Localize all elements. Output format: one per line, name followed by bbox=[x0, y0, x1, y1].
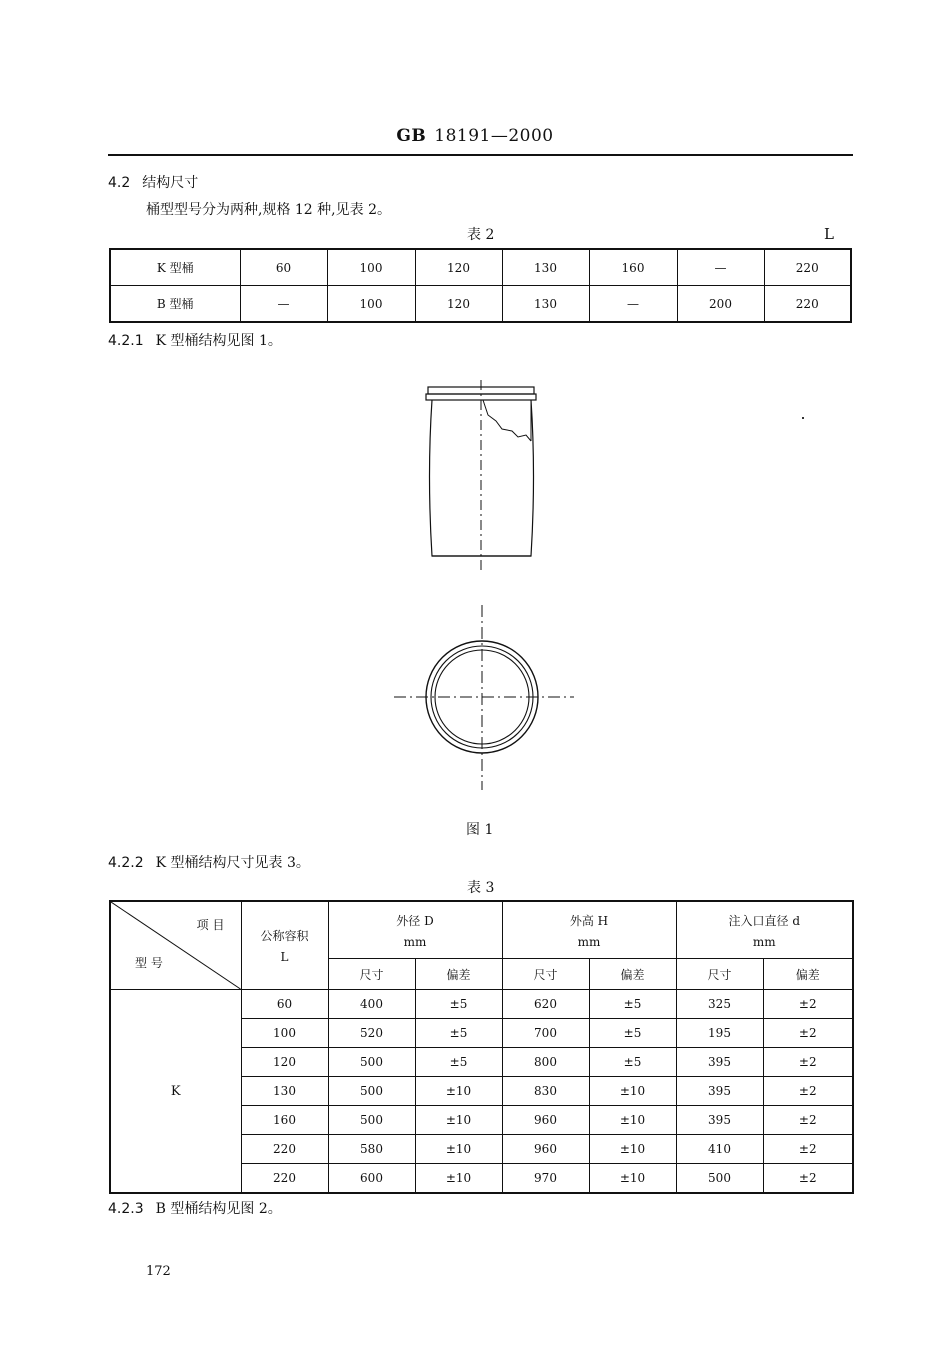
capacity-label: 公称容积 bbox=[260, 929, 309, 943]
section-number: 4.2.3 bbox=[108, 1201, 144, 1217]
table-cell: ±2 bbox=[763, 1164, 853, 1194]
table-cell: ±5 bbox=[589, 1048, 676, 1077]
group-header-inlet-diameter bbox=[676, 901, 853, 959]
table-cell: 520 bbox=[328, 1019, 415, 1048]
table-cell: ±5 bbox=[589, 990, 676, 1019]
table-cell: ±5 bbox=[415, 990, 502, 1019]
capacity-header bbox=[241, 901, 328, 990]
table-cell: 395 bbox=[676, 1106, 763, 1135]
corner-top-label: 项 目 bbox=[196, 918, 225, 932]
table-cell: — bbox=[589, 286, 677, 323]
table-cell: ±2 bbox=[763, 1019, 853, 1048]
table-cell: ±10 bbox=[589, 1106, 676, 1135]
table-cell: 800 bbox=[502, 1048, 589, 1077]
table-cell: 130 bbox=[241, 1077, 328, 1106]
table-cell: 100 bbox=[327, 286, 415, 323]
table-cell: 195 bbox=[676, 1019, 763, 1048]
standard-code: GB bbox=[396, 126, 427, 146]
table-cell: 100 bbox=[241, 1019, 328, 1048]
table-cell: ±10 bbox=[415, 1106, 502, 1135]
table-cell: ±5 bbox=[415, 1019, 502, 1048]
table-cell: ±5 bbox=[415, 1048, 502, 1077]
scan-speck bbox=[802, 417, 804, 419]
header-row-1 bbox=[110, 901, 853, 959]
table-cell: ±10 bbox=[589, 1135, 676, 1164]
table-cell: ±2 bbox=[763, 1048, 853, 1077]
group-header-outer-height bbox=[502, 901, 676, 959]
table-cell: ±2 bbox=[763, 1135, 853, 1164]
table-cell: 395 bbox=[676, 1048, 763, 1077]
subheader-tolerance: 偏差 bbox=[763, 959, 853, 990]
table-cell: 960 bbox=[502, 1135, 589, 1164]
table-cell: 130 bbox=[502, 249, 589, 286]
table-cell: 500 bbox=[328, 1077, 415, 1106]
table-cell: ±10 bbox=[415, 1164, 502, 1194]
section-number: 4.2 bbox=[108, 175, 131, 191]
table-cell: 580 bbox=[328, 1135, 415, 1164]
table-cell: 120 bbox=[415, 249, 502, 286]
table-cell: ±10 bbox=[589, 1077, 676, 1106]
table-cell: 600 bbox=[328, 1164, 415, 1194]
table-cell: — bbox=[240, 286, 327, 323]
table-cell: 130 bbox=[502, 286, 589, 323]
section-text: B 型桶结构见图 2。 bbox=[155, 1201, 282, 1217]
table-cell: 160 bbox=[241, 1106, 328, 1135]
section-4-2-heading bbox=[108, 172, 198, 192]
section-4-2-2 bbox=[108, 852, 310, 872]
table-cell: 700 bbox=[502, 1019, 589, 1048]
section-4-2-3 bbox=[108, 1198, 282, 1218]
table-cell: 395 bbox=[676, 1077, 763, 1106]
table-cell: 60 bbox=[241, 990, 328, 1019]
table-cell: 120 bbox=[241, 1048, 328, 1077]
type-cell: K bbox=[110, 990, 241, 1194]
corner-bottom-label: 型 号 bbox=[135, 956, 163, 970]
table-row bbox=[110, 249, 851, 286]
table-cell: ±10 bbox=[415, 1077, 502, 1106]
table-cell: 60 bbox=[240, 249, 327, 286]
section-title: 结构尺寸 bbox=[142, 175, 199, 191]
subheader-tolerance: 偏差 bbox=[589, 959, 676, 990]
section-4-2-1 bbox=[108, 330, 282, 350]
row-label: K 型桶 bbox=[110, 249, 240, 286]
group-unit: mm bbox=[752, 934, 776, 949]
table-cell: 500 bbox=[328, 1106, 415, 1135]
group-name: 外径 D bbox=[396, 913, 434, 928]
group-unit: mm bbox=[403, 934, 427, 949]
section-4-2-body: 桶型型号分为两种,规格 12 种,见表 2。 bbox=[146, 202, 391, 218]
table-cell: 500 bbox=[328, 1048, 415, 1077]
group-unit: mm bbox=[577, 934, 601, 949]
table-row bbox=[110, 990, 853, 1019]
subheader-tolerance: 偏差 bbox=[415, 959, 502, 990]
figure1-side-view bbox=[380, 375, 580, 575]
row-label: B 型桶 bbox=[110, 286, 240, 323]
table-cell: ±2 bbox=[763, 1077, 853, 1106]
table-row bbox=[110, 286, 851, 323]
table-cell: 220 bbox=[241, 1135, 328, 1164]
table-cell: 160 bbox=[589, 249, 677, 286]
table-cell: 220 bbox=[764, 249, 851, 286]
section-number: 4.2.1 bbox=[108, 333, 144, 349]
table-cell: 960 bbox=[502, 1106, 589, 1135]
table-cell: ±2 bbox=[763, 990, 853, 1019]
page-number: 172 bbox=[146, 1264, 171, 1279]
table-cell: 120 bbox=[415, 286, 502, 323]
section-text: K 型桶结构尺寸见表 3。 bbox=[155, 855, 310, 871]
group-name: 注入口直径 d bbox=[728, 913, 800, 928]
standard-number: 18191—2000 bbox=[434, 126, 554, 146]
subheader-size: 尺寸 bbox=[676, 959, 763, 990]
table-cell: ±2 bbox=[763, 1106, 853, 1135]
table-cell: ±5 bbox=[589, 1019, 676, 1048]
table3-caption: 表 3 bbox=[467, 880, 495, 896]
table-cell: 830 bbox=[502, 1077, 589, 1106]
header-rule bbox=[108, 154, 853, 156]
section-text: K 型桶结构见图 1。 bbox=[155, 333, 282, 349]
table-cell: — bbox=[677, 249, 764, 286]
figure1-caption: 图 1 bbox=[466, 822, 494, 838]
table-cell: 100 bbox=[327, 249, 415, 286]
table-cell: 970 bbox=[502, 1164, 589, 1194]
cutaway-line bbox=[483, 400, 531, 441]
subheader-size: 尺寸 bbox=[502, 959, 589, 990]
capacity-unit: L bbox=[280, 950, 289, 964]
table2 bbox=[109, 248, 852, 323]
table-cell: 620 bbox=[502, 990, 589, 1019]
table-cell: ±10 bbox=[415, 1135, 502, 1164]
table-cell: 200 bbox=[677, 286, 764, 323]
table-cell: 325 bbox=[676, 990, 763, 1019]
table-cell: 400 bbox=[328, 990, 415, 1019]
table-cell: 220 bbox=[764, 286, 851, 323]
figure1-top-view bbox=[380, 600, 580, 800]
page-header bbox=[0, 126, 950, 146]
table-cell: 410 bbox=[676, 1135, 763, 1164]
table2-caption: 表 2 bbox=[467, 227, 495, 243]
table3 bbox=[109, 900, 854, 1194]
corner-cell bbox=[110, 901, 241, 990]
table-cell: 220 bbox=[241, 1164, 328, 1194]
group-name: 外高 H bbox=[569, 913, 609, 928]
table2-unit: L bbox=[824, 225, 834, 243]
table-cell: ±10 bbox=[589, 1164, 676, 1194]
group-header-outer-diameter bbox=[328, 901, 502, 959]
table-cell: 500 bbox=[676, 1164, 763, 1194]
section-number: 4.2.2 bbox=[108, 855, 144, 871]
subheader-size: 尺寸 bbox=[328, 959, 415, 990]
